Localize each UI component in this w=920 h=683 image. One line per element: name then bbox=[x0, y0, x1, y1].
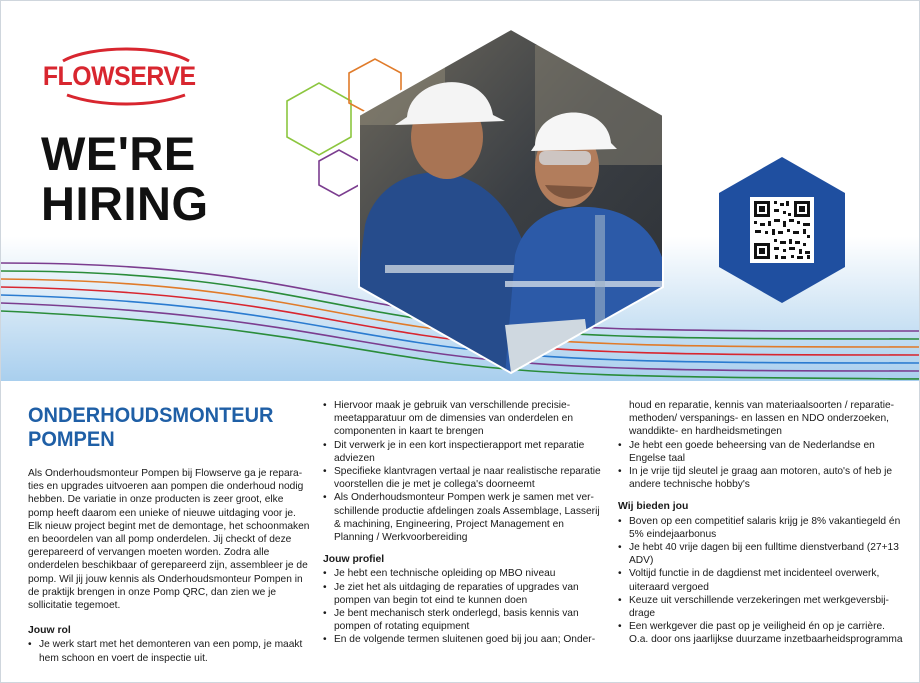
list-item: • Je hebt een goede beheersing van de Nederlandse en Engelse taal bbox=[618, 439, 904, 465]
role-list-continued bbox=[323, 399, 603, 544]
hiring-headline bbox=[41, 129, 209, 229]
job-title-line-2: POMPEN bbox=[28, 427, 115, 451]
qr-code-icon bbox=[717, 155, 847, 305]
list-item: • Een werkgever die past op je veiligheid én op je carrière. O.a. door ons jaarlijkse duurzame inzetbaarheidsprogramma bbox=[618, 620, 904, 646]
job-title bbox=[28, 403, 290, 451]
intro-paragraph: Als Onderhoudsmonteur Pompen bij Flowserve ga je reparaties en upgrades uitvoeren aan pompen die onderhoud nodig hebben. De variatie in onze producten is zeer groot, elke pomp heeft daarom een unieke of nieuwe uitdaging voor je. Elk nieuw project begint met de demontage, het schoonmaken en beoordelen van all pomp onderdelen. Jij checkt of deze gerepareerd of vervangen moeten worden. Zodra alle onderdelen beschikbaar of gerepareerd zijn, assembleer je de pomp. Wil jij jouw kennis als Onderhoudsmonteur Pompen in de praktijk brengen in onze Pomp QRC, dan zien we je sollicitatie tegemoet. bbox=[28, 468, 310, 612]
column-3 bbox=[618, 399, 904, 647]
profile-heading: Jouw profiel bbox=[323, 554, 385, 566]
list-item: • Specifieke klantvragen vertaal je naar realistische reparatie voorstellen die je met je collega's doorneemt bbox=[323, 465, 603, 491]
hiring-line-2: HIRING bbox=[41, 177, 209, 230]
list-item: • Voltijd functie in de dagdienst met incidenteel overwerk, uiteraard vergoed bbox=[618, 567, 904, 593]
logo-text: FLOWSERVE bbox=[42, 61, 196, 91]
list-item: • Hiervoor maak je gebruik van verschillende precisie-meetapparatuur om de dimensies van onderdelen en componenten in kaart te brengen bbox=[323, 399, 603, 439]
job-title-line-1: ONDERHOUDSMONTEUR bbox=[28, 403, 274, 427]
profile-continuation: houd en reparatie, kennis van materiaalsoorten / reparatiemethoden/ verspanings- en lassen en NDO onderzoeken, wanddikte- en hardheidsmetingen bbox=[629, 400, 895, 438]
list-item: • Boven op een competitief salaris krijg je 8% vakantiegeld én 5% eindejaarbonus bbox=[618, 515, 904, 541]
list-item: • Je hebt een technische opleiding op MBO niveau bbox=[323, 567, 603, 580]
hero-banner bbox=[1, 1, 920, 381]
two-workers-photo-icon bbox=[355, 25, 667, 375]
column-1 bbox=[28, 399, 310, 665]
list-item: • En de volgende termen sluitenen goed bij jou aan; Onder- bbox=[323, 633, 603, 646]
offer-list bbox=[618, 515, 904, 647]
profile-list bbox=[323, 567, 603, 646]
list-item: • Je bent mechanisch sterk onderlegd, basis kennis van pompen of rotating equipment bbox=[323, 607, 603, 633]
list-item: • Als Onderhoudsmonteur Pompen werk je samen met verschillende productie afdelingen zoals Assemblage, Lasserij & machining, Engineering, Project Management en Planning / Werkvoorbereiding bbox=[323, 491, 603, 544]
hiring-line-1: WE'RE bbox=[41, 127, 196, 180]
list-item: • Je ziet het als uitdaging de reparaties of upgrades van pompen van begin tot eind te kunnen doen bbox=[323, 581, 603, 607]
role-heading: Jouw rol bbox=[28, 625, 71, 637]
list-item: • Je werk start met het demonteren van een pomp, je maakt hem schoon en voert de inspectie uit. bbox=[28, 638, 310, 664]
column-2 bbox=[323, 399, 603, 647]
list-item: • In je vrije tijd sleutel je graag aan motoren, auto's of heb je andere technische hobby's bbox=[618, 465, 904, 491]
list-item: • Je hebt 40 vrije dagen bij een fulltime dienstverband (27+13 ADV) bbox=[618, 541, 904, 567]
list-item: • Keuze uit verschillende verzekeringen met werkgeversbijdrage bbox=[618, 594, 904, 620]
flowserve-logo bbox=[41, 47, 211, 107]
role-list bbox=[28, 638, 310, 664]
qr-code-block[interactable] bbox=[717, 155, 847, 305]
profile-list-continued bbox=[618, 439, 904, 492]
offer-heading: Wij bieden jou bbox=[618, 501, 689, 513]
workers-photo bbox=[355, 25, 667, 375]
list-item: • Dit verwerk je in een kort inspectierapport met reparatie adviezen bbox=[323, 439, 603, 465]
